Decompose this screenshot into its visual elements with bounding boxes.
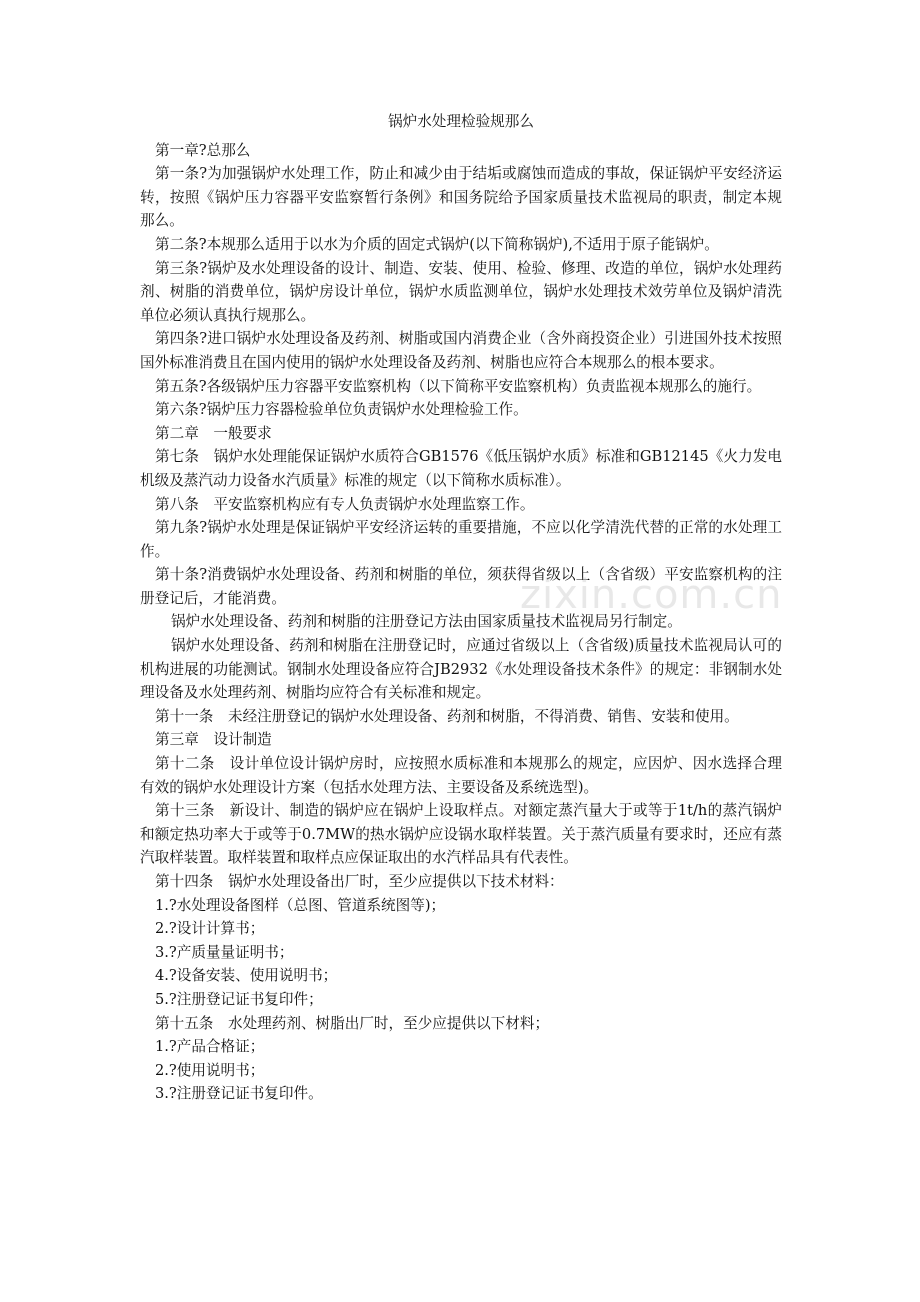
paragraph: 第五条?各级锅炉压力容器平安监察机构（以下简称平安监察机构）负责监视本规那么的施行。 <box>155 377 762 395</box>
paragraph: 第十条?消费锅炉水处理设备、药剂和树脂的单位，须获得省级以上（含省级）平安监察机构的注册登记后，才能消费。 <box>140 566 782 607</box>
paragraph: 第十三条 新设计、制造的锅炉应在锅炉上设取样点。对额定蒸汽量大于或等于1t/h的蒸汽锅炉和额定热功率大于或等于0.7MW的热水锅炉应设锅水取样装置。关于蒸汽质量有要求时，还应有蒸汽取样装置。取样装置和取样点应保证取出的水汽样品具有代表性。 <box>140 802 782 867</box>
paragraph: 4.?设备安装、使用说明书； <box>155 967 338 985</box>
paragraph: 锅炉水处理设备、药剂和树脂的注册登记方法由国家质量技术监视局另行制定。 <box>171 613 682 631</box>
paragraph: 第八条 平安监察机构应有专人负责锅炉水处理监察工作。 <box>155 495 535 513</box>
paragraph: 第六条?锅炉压力容器检验单位负责锅炉水处理检验工作。 <box>155 401 528 419</box>
watermark: zixin.com.cn <box>520 572 783 618</box>
paragraph: 第三条?锅炉及水处理设备的设计、制造、安装、使用、检验、修理、改造的单位，锅炉水处理药剂、树脂的消费单位，锅炉房设计单位，锅炉水质监测单位，锅炉水处理技术效劳单位及锅炉清洗单位必须认真执行规那么。 <box>140 259 782 324</box>
paragraph: 第三章 设计制造 <box>155 731 272 749</box>
paragraph: 第二条?本规那么适用于以水为介质的固定式锅炉(以下简称锅炉),不适用于原子能锅炉。 <box>155 235 719 253</box>
paragraph: 1.?水处理设备图样（总图、管道系统图等)； <box>155 896 446 914</box>
paragraph: 2.?使用说明书； <box>155 1061 265 1079</box>
paragraph: 第十四条 锅炉水处理设备出厂时，至少应提供以下技术材料： <box>155 873 564 890</box>
paragraph: 3.?注册登记证书复印件。 <box>155 1085 323 1103</box>
document-title: 锅炉水处理检验规那么 <box>388 113 534 130</box>
paragraph: 第一章?总那么 <box>155 141 251 159</box>
document-body <box>140 139 782 1106</box>
paragraph: 第十五条 水处理药剂、树脂出厂时，至少应提供以下材料； <box>155 1014 550 1032</box>
paragraph: 第七条 锅炉水处理能保证锅炉水质符合GB1576《低压锅炉水质》标准和GB12145《火力发电机级及蒸汽动力设备水汽质量》标准的规定（以下简称水质标准）。 <box>140 448 782 489</box>
paragraph: 第九条?锅炉水处理是保证锅炉平安经济运转的重要措施，不应以化学清洗代替的正常的水处理工作。 <box>140 519 782 560</box>
paragraph: 锅炉水处理设备、药剂和树脂在注册登记时，应通过省级以上（含省级)质量技术监视局认可的机构进展的功能测试。钢制水处理设备应符合JB2932《水处理设备技术条件》的规定：非钢制水处理设备及水处理药剂、树脂均应符合有关标准和规定。 <box>140 637 782 702</box>
paragraph: 第四条?进口锅炉水处理设备及药剂、树脂或国内消费企业（含外商投资企业）引进国外技术按照国外标准消费且在国内使用的锅炉水处理设备及药剂、树脂也应符合本规那么的根本要求。 <box>140 330 782 371</box>
paragraph: 3.?产质量量证明书； <box>155 943 294 961</box>
document-page <box>140 110 782 1106</box>
paragraph: 5.?注册登记证书复印件； <box>155 990 323 1008</box>
paragraph: 1.?产品合格证； <box>155 1038 265 1056</box>
paragraph: 第十一条 未经注册登记的锅炉水处理设备、药剂和树脂，不得消费、销售、安装和使用。 <box>155 707 739 725</box>
paragraph: 2.?设计计算书； <box>155 920 265 938</box>
paragraph: 第二章 一般要求 <box>155 424 272 442</box>
paragraph: 第十二条 设计单位设计锅炉房时，应按照水质标准和本规那么的规定，应因炉、因水选择合理有效的锅炉水处理设计方案（包括水处理方法、主要设备及系统选型)。 <box>140 755 782 796</box>
paragraph: 第一条?为加强锅炉水处理工作，防止和减少由于结垢或腐蚀而造成的事故，保证锅炉平安经济运转，按照《锅炉压力容器平安监察暂行条例》和国务院给予国家质量技术监视局的职责，制定本规那么。 <box>140 165 782 230</box>
